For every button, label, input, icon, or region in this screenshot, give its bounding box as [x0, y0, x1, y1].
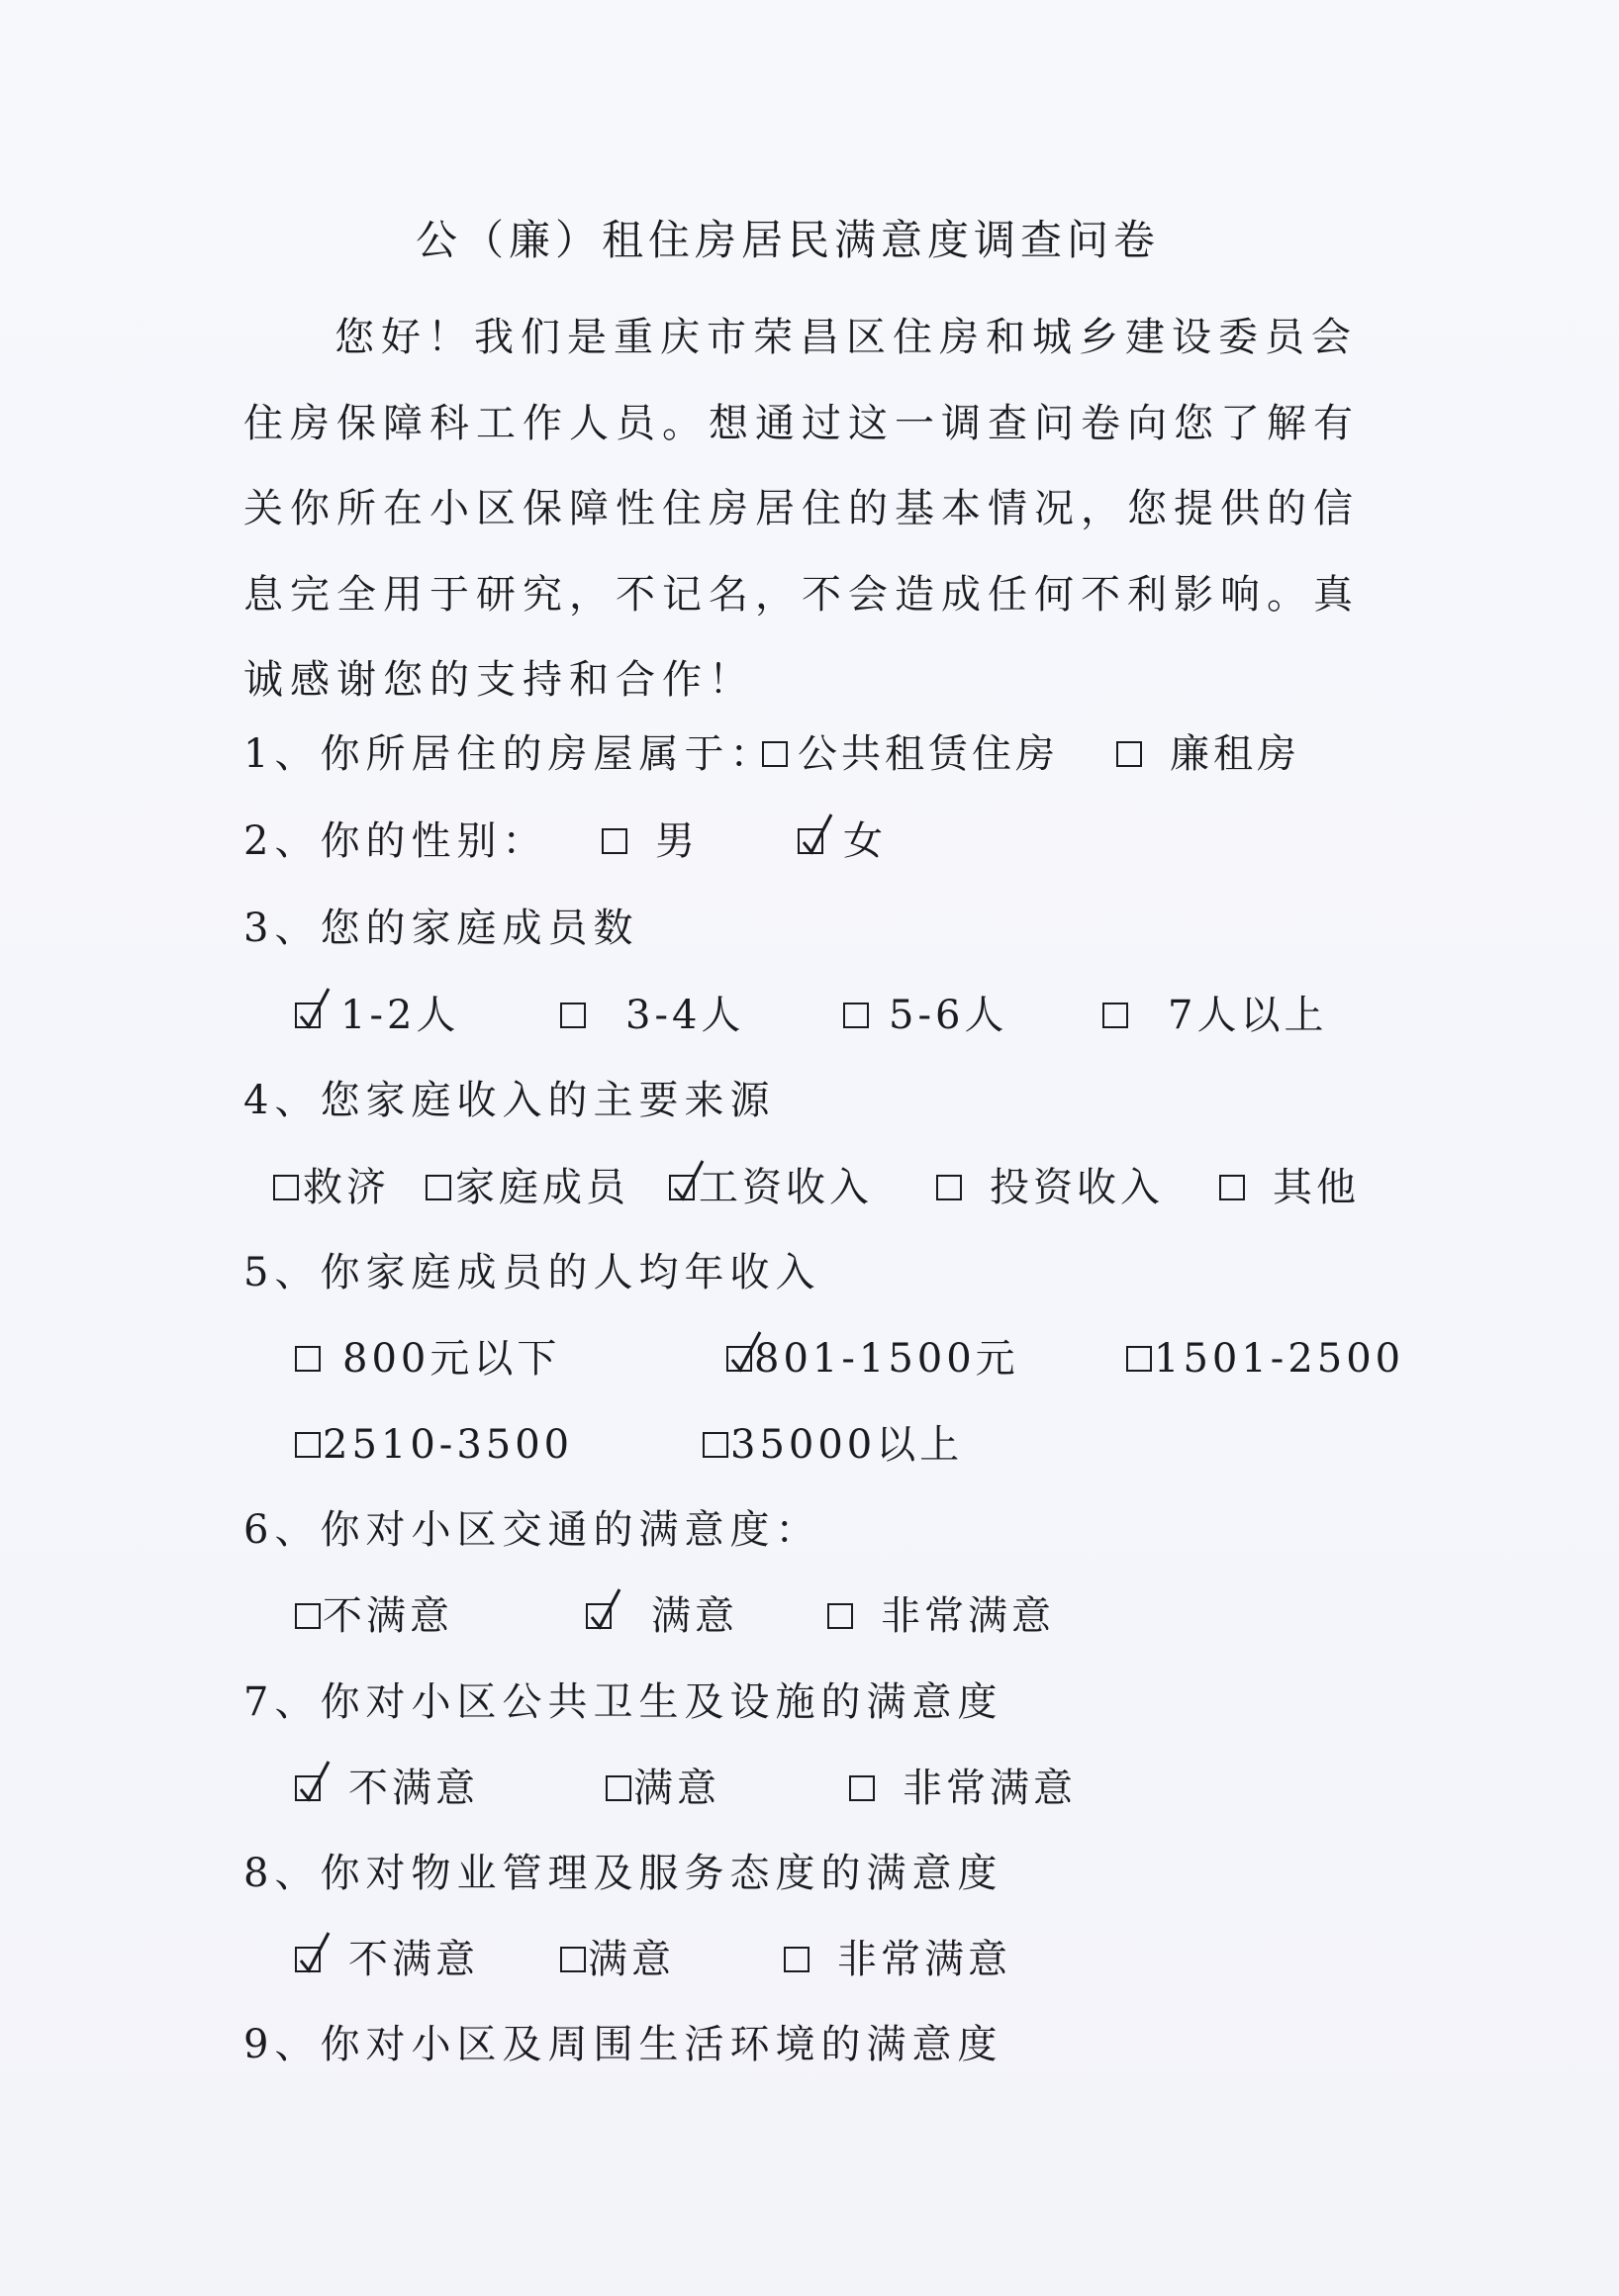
intro-paragraph: 您好！我们是重庆市荣昌区住房和城乡建设委员会住房保障科工作人员。想通过这一调查问卷向您了解有关你所在小区保障性住房居住的基本情况，您提供的信息完全用于研究，不记名，不会造成任何不利影响。真诚感谢您的支持和合作！: [243, 315, 1360, 703]
option-q7-unsatisfied[interactable]: 不满意: [295, 1761, 479, 1816]
question-1: 1、你所居住的房屋属于：: [243, 731, 776, 777]
checkmark-icon: [295, 1756, 334, 1807]
checkbox-checked[interactable]: [586, 1603, 612, 1629]
checkbox[interactable]: [1116, 741, 1142, 767]
question-4: 4、您家庭收入的主要来源: [243, 1078, 776, 1123]
checkbox[interactable]: [1126, 1346, 1152, 1372]
option-q1-low-rent[interactable]: 廉租房: [1116, 726, 1300, 782]
checkbox[interactable]: [827, 1603, 853, 1629]
option-q3-7plus[interactable]: 7人以上: [1102, 988, 1327, 1043]
checkmark-icon: [726, 1326, 766, 1378]
option-q8-unsatisfied[interactable]: 不满意: [295, 1932, 479, 1987]
option-q5-1501-2500[interactable]: 1501-2500: [1126, 1331, 1404, 1387]
checkbox[interactable]: [273, 1175, 299, 1200]
checkbox[interactable]: [784, 1947, 810, 1972]
checkbox[interactable]: [560, 1947, 586, 1972]
option-q7-satisfied[interactable]: 满意: [606, 1761, 720, 1816]
checkbox[interactable]: [295, 1346, 321, 1372]
checkbox[interactable]: [703, 1432, 728, 1458]
question-5: 5、你家庭成员的人均年收入: [243, 1250, 821, 1295]
option-q1-public-rental[interactable]: 公共租赁住房: [762, 726, 1059, 782]
question-2: 2、你的性别：: [243, 818, 548, 864]
option-q2-female[interactable]: 女: [798, 813, 887, 869]
question-7: 7、你对小区公共卫生及设施的满意度: [243, 1679, 1003, 1725]
checkbox[interactable]: [606, 1775, 631, 1801]
option-q5-35000-plus[interactable]: 35000以上: [703, 1417, 963, 1473]
checkmark-icon: [295, 1927, 334, 1978]
question-3: 3、您的家庭成员数: [243, 906, 639, 951]
checkmark-icon: [798, 809, 837, 860]
option-q8-very-satisfied[interactable]: 非常满意: [784, 1932, 1011, 1987]
checkbox[interactable]: [843, 1003, 869, 1028]
page-title: 公（廉）租住房居民满意度调查问卷: [416, 216, 1161, 264]
checkbox[interactable]: [560, 1003, 586, 1028]
checkbox[interactable]: [1219, 1175, 1245, 1200]
option-q3-1-2[interactable]: 1-2人: [295, 988, 459, 1043]
option-q4-family[interactable]: 家庭成员: [426, 1160, 629, 1215]
checkbox-checked[interactable]: [798, 828, 823, 854]
question-8: 8、你对物业管理及服务态度的满意度: [243, 1851, 1003, 1896]
question-6: 6、你对小区交通的满意度：: [243, 1507, 821, 1553]
option-q4-relief[interactable]: 救济: [273, 1160, 390, 1215]
option-q5-below-800[interactable]: 800元以下: [295, 1331, 560, 1387]
checkbox[interactable]: [936, 1175, 962, 1200]
checkbox-checked[interactable]: [669, 1175, 695, 1200]
checkbox-checked[interactable]: [295, 1775, 321, 1801]
checkmark-icon: [669, 1155, 709, 1206]
option-q2-male[interactable]: 男: [602, 813, 699, 869]
option-q4-investment[interactable]: 投资收入: [936, 1160, 1164, 1215]
checkbox-checked[interactable]: [726, 1346, 752, 1372]
checkbox[interactable]: [602, 828, 627, 854]
checkbox[interactable]: [762, 741, 788, 767]
checkbox[interactable]: [849, 1775, 875, 1801]
checkbox[interactable]: [1102, 1003, 1128, 1028]
option-q6-unsatisfied[interactable]: 不满意: [295, 1588, 453, 1644]
option-q8-satisfied[interactable]: 满意: [560, 1932, 675, 1987]
option-q3-3-4[interactable]: 3-4人: [560, 988, 744, 1043]
option-q6-very-satisfied[interactable]: 非常满意: [827, 1588, 1055, 1644]
checkbox[interactable]: [426, 1175, 451, 1200]
checkmark-icon: [586, 1583, 625, 1635]
option-q4-other[interactable]: 其他: [1219, 1160, 1360, 1215]
option-q6-satisfied[interactable]: 满意: [586, 1588, 738, 1644]
checkbox-checked[interactable]: [295, 1003, 321, 1028]
option-q5-801-1500[interactable]: 801-1500元: [726, 1331, 1019, 1387]
option-q3-5-6[interactable]: 5-6人: [843, 988, 1007, 1043]
checkbox[interactable]: [295, 1603, 321, 1629]
option-q4-salary[interactable]: 工资收入: [669, 1160, 873, 1215]
checkbox[interactable]: [295, 1432, 321, 1458]
checkbox-checked[interactable]: [295, 1947, 321, 1972]
checkmark-icon: [295, 983, 334, 1034]
question-9: 9、你对小区及周围生活环境的满意度: [243, 2022, 1003, 2067]
option-q5-2510-3500[interactable]: 2510-3500: [295, 1417, 573, 1473]
option-q7-very-satisfied[interactable]: 非常满意: [849, 1761, 1077, 1816]
